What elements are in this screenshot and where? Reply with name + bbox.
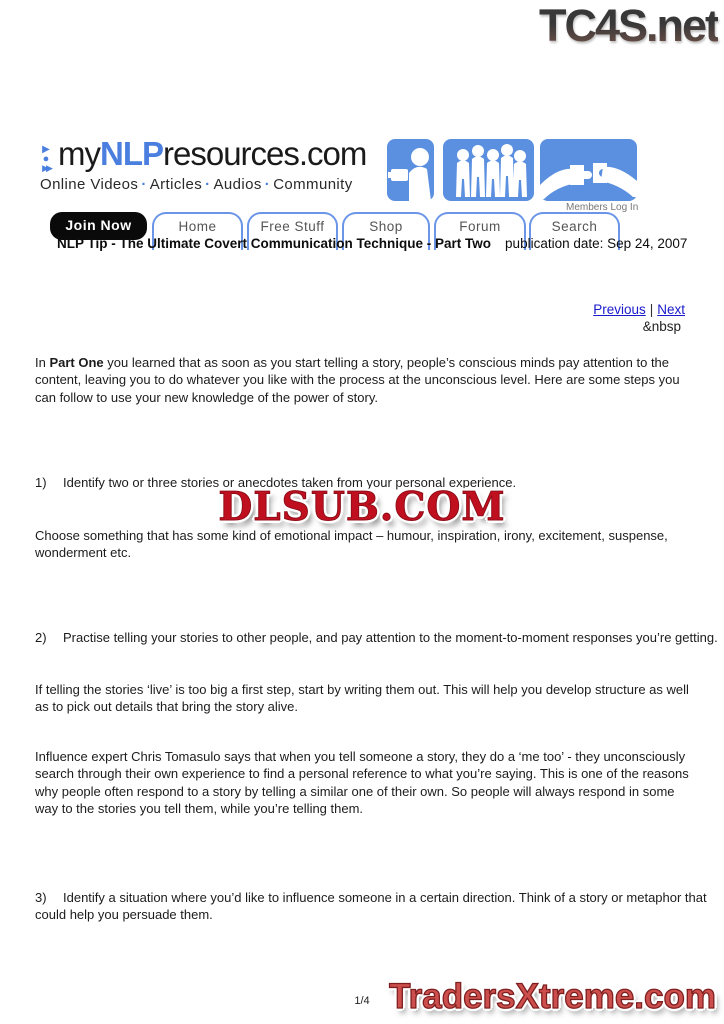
- step-number: 3): [35, 890, 47, 905]
- members-login-link[interactable]: Members Log In: [566, 202, 639, 213]
- step-number: 2): [35, 630, 47, 645]
- tagline-articles: Articles: [149, 176, 203, 193]
- step-text: Practise telling your stories to other people, and pay attention to the moment-to-moment responses you’re getting.: [63, 630, 718, 645]
- tab-free-stuff[interactable]: Free Stuff: [247, 212, 338, 250]
- tagline-dot: ·: [141, 176, 147, 193]
- tagline-community: Community: [273, 176, 353, 193]
- intro-rest: you learned that as soon as you start telling a story, people’s conscious minds pay attention to the content, leaving you to do whatever you like with the process at the unconscious level. Here are some steps you can follow to use your new knowledge of the power of story.: [35, 355, 680, 405]
- brand-prefix: my: [58, 135, 100, 172]
- step-number: 1): [35, 475, 47, 490]
- member-thumb-community-icon[interactable]: [443, 139, 534, 201]
- logo-play-icon: ▶: [42, 144, 50, 155]
- previous-link[interactable]: Previous: [593, 302, 646, 317]
- tab-forum[interactable]: Forum: [434, 212, 526, 250]
- list-item: [35, 629, 720, 646]
- tagline-dot: ·: [264, 176, 271, 193]
- paragraph: Influence expert Chris Tomasulo says that when you tell someone a story, they do a ‘me too’ - they unconsciously search through their own experience to find a personal reference to what you’re saying. This is one of the reasons why people often respond to a story by telling a similar one of their own. So people will always respond in some way to the stories you tell them, while you’re telling them.: [35, 749, 689, 816]
- tradersxtreme-watermark: TradersXtreme.com: [389, 977, 716, 1016]
- page-title: NLP Tip - The Ultimate Covert Communication Technique - Part Two: [57, 236, 492, 251]
- site-logo[interactable]: [38, 136, 366, 173]
- logo-forward-icon: ▶▶: [42, 163, 50, 173]
- step-text: Identify two or three stories or anecdotes taken from your personal experience.: [63, 475, 517, 490]
- tab-join-now[interactable]: Join Now: [50, 212, 147, 240]
- tagline-dot: ·: [205, 176, 211, 193]
- brand-highlight: NLP: [100, 135, 163, 172]
- step-text: Identify a situation where you’d like to influence someone in a certain direction. Think of a story or metaphor that could help you persuade them.: [35, 890, 707, 923]
- logo-media-icon: [38, 145, 54, 173]
- brand-name: [58, 136, 366, 172]
- article-title-row: [57, 236, 687, 251]
- tab-home[interactable]: Home: [152, 212, 243, 250]
- paragraph: If telling the stories ‘live’ is too big a first step, start by writing them out. This will help you develop structure as well as to pick out details that bring the story alive.: [35, 682, 689, 715]
- intro-bold-part-one: Part One: [49, 355, 104, 370]
- tagline-videos: Online Videos: [40, 176, 139, 193]
- pager: [593, 302, 685, 317]
- tc4s-watermark: TC4S.net: [538, 0, 718, 51]
- logo-circle-icon: ●: [42, 153, 50, 165]
- tab-search[interactable]: Search: [529, 212, 620, 250]
- tab-shop[interactable]: Shop: [342, 212, 430, 250]
- dlsub-watermark: DLSUB.COM: [218, 484, 506, 530]
- member-thumb-video-icon[interactable]: [387, 139, 434, 201]
- brand-suffix: resources.com: [163, 135, 367, 172]
- site-tagline: [40, 176, 353, 193]
- page-indicator: 1/4: [354, 995, 370, 1007]
- list-item: [35, 889, 720, 924]
- publication-date: publication date: Sep 24, 2007: [505, 236, 688, 251]
- pager-separator: |: [649, 302, 654, 317]
- intro-prefix: In: [35, 355, 50, 370]
- paragraph: Choose something that has some kind of emotional impact – humour, inspiration, irony, excitement, suspense, wonderment etc.: [35, 528, 668, 561]
- nbsp-artifact-text: &nbsp: [642, 319, 681, 334]
- tagline-audios: Audios: [213, 176, 262, 193]
- intro-paragraph: [35, 354, 695, 406]
- member-thumb-puzzle-icon[interactable]: [540, 139, 637, 201]
- next-link[interactable]: Next: [657, 302, 685, 317]
